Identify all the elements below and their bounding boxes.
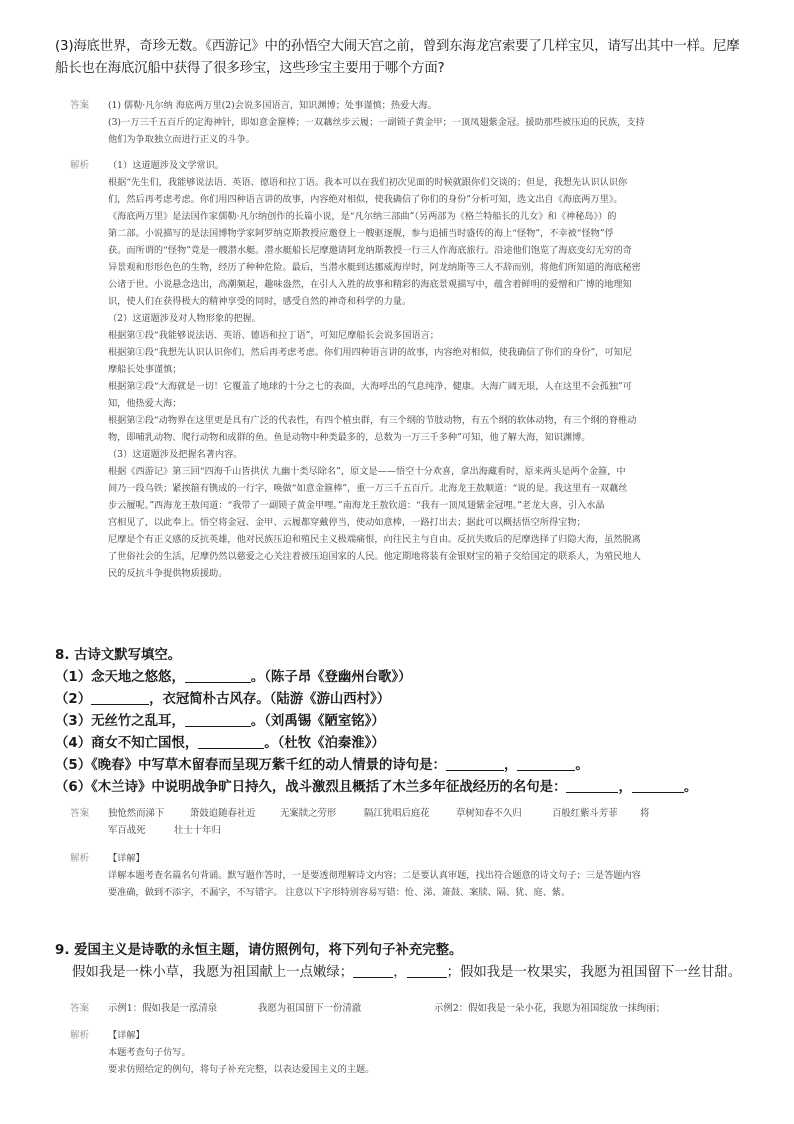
analysis-line: 们，然后再考虑考虑。你们用四种语言讲的故事，内容绝对相似，使我确信了你们的身份”分析可知，选文出自《海底两万里》。: [108, 194, 623, 205]
question-8: [55, 645, 760, 799]
blank-line[interactable]: [91, 690, 149, 705]
blank-line[interactable]: [198, 734, 264, 749]
answer-item: 箫鼓追随春社近: [190, 808, 256, 819]
analysis-line: 识，使人们在获得极大的精神享受的同时，感受自然的神奇和科学的力量。: [108, 296, 412, 307]
analysis-line: （1）这道题涉及文学常识。: [108, 160, 225, 171]
analysis-line: 获。而所谓的“怪物”竟是一艘潜水艇。潜水艇船长尼摩邀请阿龙纳斯教授一行三人作海底旅行。沿途他们饱览了海底变幻无穷的奇: [108, 245, 632, 256]
answer-item: 我愿为祖国留下一份清澈: [258, 1003, 362, 1014]
imitation-line: [55, 962, 775, 984]
analysis-line: 根据第②段“大海就是一切！它覆盖了地球的十分之七的表面，大海呼出的气息纯净、健康。大海广阔无垠，人在这里不会孤独”可: [108, 381, 632, 392]
item-suffix: 。: [575, 758, 589, 773]
answer-item: 独怆然而涕下: [108, 808, 165, 819]
answer-item: 示例1：假如我是一泓清泉: [108, 1003, 218, 1014]
blank-line[interactable]: [353, 963, 393, 978]
answer-item: 隔江犹唱后庭花: [364, 808, 430, 819]
analysis-line: 根据第①段“我想先认识认识你们，然后再考虑考虑。你们用四种语言讲的故事，内容绝对相似，使我确信了你们的身份”，可知尼: [108, 347, 632, 358]
analysis-line: 详解本题考查名篇名句背诵。默写题作答时，一是要透彻理解诗文内容；二是要认真审题，找出符合题意的诗文句子；三是答题内容: [108, 870, 641, 881]
question-title: 8. 古诗文默写填空。: [55, 648, 182, 663]
item-suffix: 。（刘禹锡《陋室铭》）: [250, 714, 385, 729]
analysis-line: 根据第②段“动物界在这里更是具有广泛的代表性，有四个植虫群，有三个纲的节肢动物，有五个纲的软体动物，有三个纲的脊椎动: [108, 415, 637, 426]
item-suffix: 。（陈子昂《登幽州台歌》）: [250, 670, 412, 685]
analysis-line: 第二部。小说描写的是法国博物学家阿罗纳克斯教授应邀登上一艘驱逐舰，参与追捕当时盛传的海上“怪物”，不幸被“怪物”俘: [108, 228, 614, 239]
item-suffix: 。（杜牧《泊秦淮》）: [264, 736, 385, 751]
analysis-line: 本题考查句子仿写。: [108, 1047, 191, 1058]
question-line: 船长也在海底沉船中获得了很多珍宝，这些珍宝主要用于哪个方面?: [55, 61, 445, 76]
answer-item: 草树知春不久归: [456, 808, 522, 819]
answer-row: [108, 805, 660, 822]
item-suffix: ，衣冠简朴古风存。（陆游《游山西村》）: [149, 692, 391, 707]
item-separator: ，: [393, 965, 407, 980]
answer-label: 答案: [70, 808, 90, 819]
question-title: 9. 爱国主义是诗歌的永恒主题，请仿照例句，将下列句子补充完整。: [55, 943, 463, 958]
question-line: (3)海底世界，奇珍无数。《西游记》中的孙悟空大闹天宫之前，曾到东海龙宫索要了几样宝贝，请写出其中一样。尼摩: [55, 39, 740, 54]
analysis-line: 摩船长处事谨慎；: [108, 364, 182, 375]
analysis-label: 解析: [70, 853, 90, 864]
fill-item-2: [55, 689, 760, 711]
item-suffix: 。: [683, 780, 698, 795]
item-prefix: （1）念天地之悠悠，: [55, 670, 185, 685]
answer-label: 答案: [70, 100, 90, 111]
answer-block: [108, 97, 645, 148]
item-separator: ，: [503, 758, 518, 773]
analysis-line: 【详解】: [108, 853, 145, 864]
analysis-line: 了世俗社会的生活，尼摩仍然以慈爱之心关注着被压迫国家的人民。他定期地将装有金银财宝的箱子交给国定的联系人，为殖民地人: [108, 551, 641, 562]
answer-row: [108, 1000, 665, 1017]
item-prefix: （2）: [55, 692, 92, 707]
blank-line[interactable]: [517, 756, 575, 771]
analysis-block: [108, 1027, 374, 1078]
sentence-part: ；假如我是一枚果实，我愿为祖国留下一丝甘甜。: [446, 965, 742, 980]
fill-item-6: [55, 777, 760, 799]
item-separator: ，: [618, 780, 632, 795]
blank-line[interactable]: [185, 668, 251, 683]
fill-item-5: [55, 755, 760, 777]
analysis-line: 步云履呢。”西海龙王敖闰道：“我带了一副锁子黄金甲哩。”南海龙王敖钦道：“我有一顶凤翅紫金冠哩。”老龙大喜，引入水晶: [108, 500, 605, 511]
answer-line: (3)一万三千五百斤的定海神针，即如意金箍棒；一双藕丝步云履；一副锁子黄金甲；一顶凤翅紫金冠。援助那些被压迫的民族，支持: [108, 117, 645, 128]
blank-line[interactable]: [185, 712, 251, 727]
sentence-part: 假如我是一株小草，我愿为祖国献上一点嫩绿；: [72, 965, 354, 980]
analysis-line: 《海底两万里》是法国作家儒勒·凡尔纳创作的长篇小说，是“凡尔纳三部曲”（另两部为《格兰特船长的儿女》和《神秘岛》）的: [108, 211, 617, 222]
answer-row: [108, 822, 244, 839]
analysis-line: 知，他热爱大海；: [108, 398, 182, 409]
item-prefix: （3）无丝竹之乱耳，: [55, 714, 185, 729]
blank-line[interactable]: [446, 756, 504, 771]
fill-item-4: [55, 733, 760, 755]
answer-line: 他们为争取独立而进行正义的斗争。: [108, 134, 255, 145]
analysis-line: 根据《西游记》第三回“四海千山皆拱伏 九幽十类尽除名”，原文是——悟空十分欢喜，拿出海藏看时，原来两头是两个金箍，中: [108, 466, 626, 477]
analysis-line: 物，即哺乳动物、爬行动物和成群的鱼。鱼是动物中种类最多的，总数为一万三千多种”可知，他了解大海，知识渊博。: [108, 432, 591, 443]
answer-item: 军百战死: [108, 825, 146, 836]
analysis-label: 解析: [70, 160, 90, 171]
fill-item-1: [55, 667, 760, 689]
question-9: [55, 940, 775, 984]
analysis-label: 解析: [70, 1030, 90, 1041]
analysis-line: 要求仿照给定的例句，将句子补充完整，以表达爱国主义的主题。: [108, 1064, 375, 1075]
analysis-line: 根据“先生们，我能够说法语、英语、德语和拉丁语。我本可以在我们初次见面的时候就跟你们交谈的；但是，我想先认识认识你: [108, 177, 628, 188]
answer-line: (1) 儒勒·凡尔纳 海底两万里(2)会说多国语言，知识渊博；处事谨慎；热爱大海。: [108, 100, 437, 111]
analysis-line: 间乃一段乌铁；紧挨箍有镌成的一行字，唤做“如意金箍棒”，重一万三千五百斤。北海龙王敖顺道：“说的是。我这里有一双藕丝: [108, 483, 628, 494]
analysis-line: 尼摩是个有正义感的反抗英雄，他对民族压迫和殖民主义极端痛恨，向往民主与自由。反抗失败后的尼摩选择了归隐大海，虽然脱离: [108, 534, 641, 545]
analysis-line: （3）这道题涉及把握名著内容。: [108, 449, 243, 460]
item-prefix: （5）《晚春》中写草木留春而呈现万紫千红的动人情景的诗句是：: [55, 758, 446, 773]
analysis-block: [108, 850, 641, 901]
analysis-line: 要准确，做到不添字，不漏字，不写错字。 注意以下字形特别容易写错：怆、涕、箫鼓、案牍、隔、犹、庭、紫。: [108, 887, 571, 898]
blank-line[interactable]: [632, 778, 684, 793]
analysis-line: （2）这道题涉及对人物形象的把握。: [108, 313, 261, 324]
item-prefix: （6）《木兰诗》中说明战争旷日持久，战斗激烈且概括了木兰多年征战经历的名句是：: [55, 780, 567, 795]
question-7-part-3: [55, 36, 755, 80]
answer-item: 百般红紫斗芳菲: [552, 808, 618, 819]
analysis-line: 【详解】: [108, 1030, 145, 1041]
analysis-block: [108, 157, 641, 582]
analysis-line: 宫相见了，以此奉上。悟空将金冠、金甲、云履都穿戴停当，使动如意棒，一路打出去；据此可以概括悟空所得宝物；: [108, 517, 586, 528]
answer-item: 将: [640, 808, 650, 819]
item-prefix: （4）商女不知亡国恨，: [55, 736, 199, 751]
analysis-line: 异景观和形形色色的生物，经历了种种危险。最后，当潜水艇到达挪威海岸时，阿龙纳斯等三人不辞而别，将他们所知道的海底秘密: [108, 262, 641, 273]
blank-line[interactable]: [407, 963, 447, 978]
answer-item: 无案牍之劳形: [280, 808, 337, 819]
fill-item-3: [55, 711, 760, 733]
analysis-line: 民的反抗斗争提供物质援助。: [108, 568, 228, 579]
analysis-line: 公诸于世。小说悬念迭出，高潮频起，趣味盎然，在引人入胜的故事和精彩的海底景观描写中，蕴含着鲜明的爱憎和广博的地理知: [108, 279, 632, 290]
answer-item: 壮士十年归: [174, 825, 221, 836]
answer-item: 示例2：假如我是一朵小花，我愿为祖国绽放一抹绚丽；: [434, 1003, 665, 1014]
blank-line[interactable]: [566, 778, 618, 793]
answer-label: 答案: [70, 1003, 90, 1014]
analysis-line: 根据第①段“我能够说法语、英语、德语和拉丁语”，可知尼摩船长会说多国语言；: [108, 330, 439, 341]
